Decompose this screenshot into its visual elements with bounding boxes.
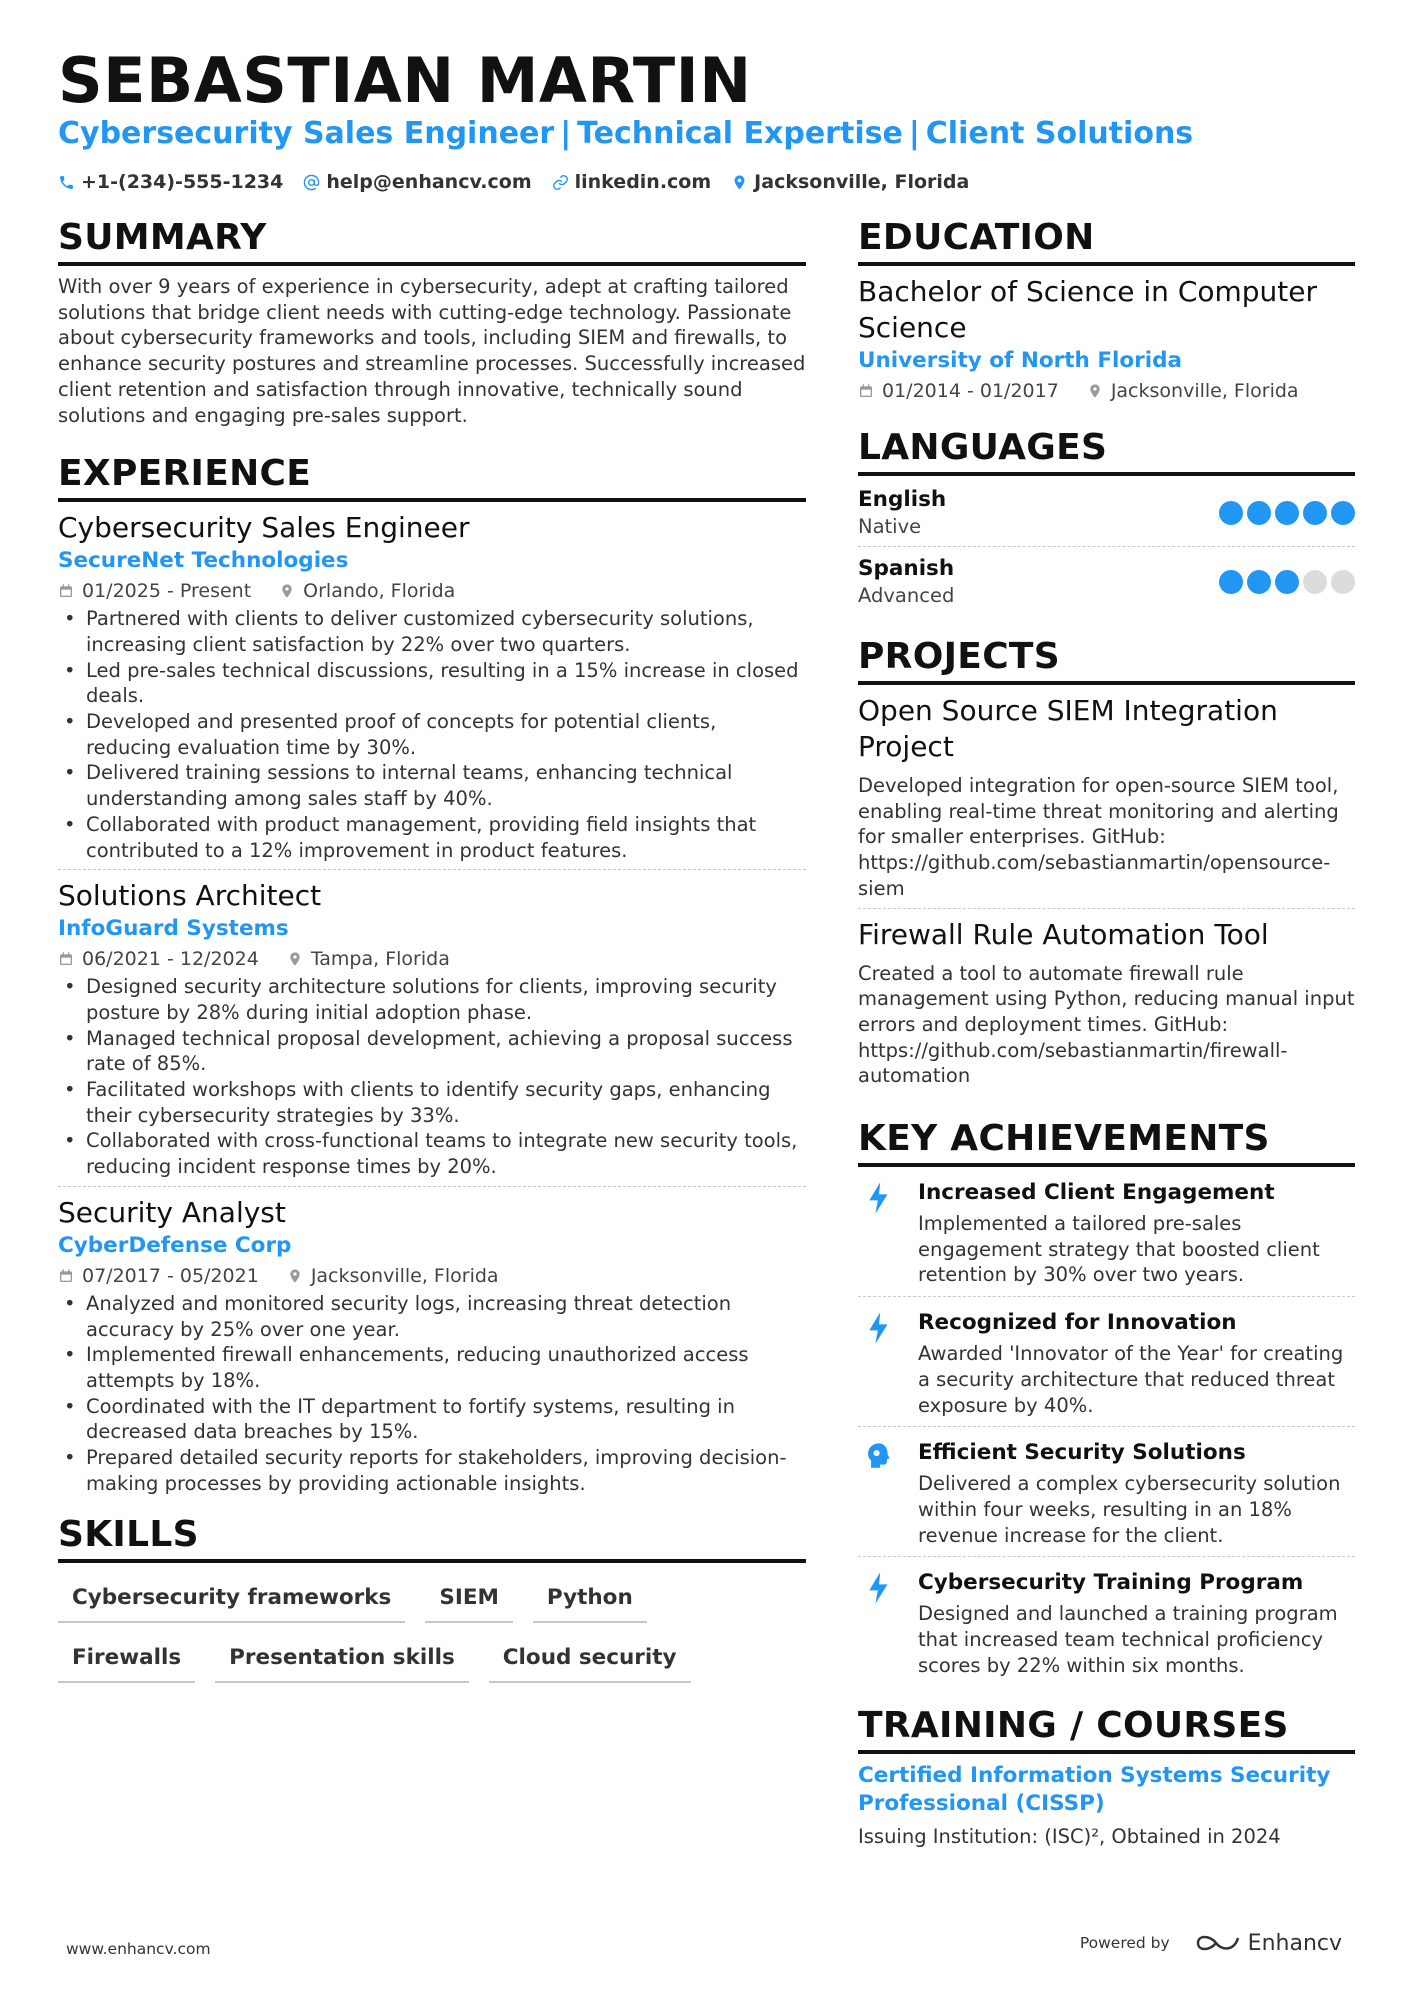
summary-text: With over 9 years of experience in cybersecurity, adept at crafting tailored solutions that bridge client needs with cutting-edge technology. Passionate about cybersecurity frameworks and tools, including SIEM and firewalls, to enhance security postures and streamline processes. Successfully increased client retention and satisfaction through innovative, technically sound solutions and engaging pre-sales support. [58, 275, 806, 427]
job-location-text: Tampa, Florida [310, 948, 450, 971]
skill-tag: Firewalls [58, 1637, 195, 1683]
job-title: Solutions Architect [58, 879, 322, 913]
brain-head-icon [864, 1441, 894, 1475]
project-description: Developed integration for open-source SIEM tool, enabling real-time threat monitoring and alerting for smaller enterprises. GitHub: https://github.com/sebastianmartin/opensource-siem [858, 774, 1339, 900]
project-item [858, 917, 1355, 1096]
achievement-title: Cybersecurity Training Program [918, 1570, 1304, 1596]
course-detail: Issuing Institution: (ISC)², Obtained in 2024 [858, 1825, 1281, 1849]
job-bullet: • Analyzed and monitored security logs, increasing threat detection accuracy by 25% over one year. [58, 1291, 806, 1342]
job-company: SecureNet Technologies [58, 548, 349, 574]
job-location [279, 576, 455, 606]
contact-location [731, 171, 969, 193]
job-bullet: • Led pre-sales technical discussions, resulting in a 15% increase in closed deals. [58, 658, 806, 709]
education-dates [858, 376, 1059, 406]
job-meta [58, 1261, 806, 1291]
languages-section [858, 426, 1355, 615]
language-level: Native [858, 515, 922, 538]
language-item [858, 484, 1355, 547]
link-icon [552, 174, 569, 191]
skill-tag: Presentation skills [215, 1637, 469, 1683]
rating-dot-empty [1331, 570, 1355, 594]
rating-dot-empty [1303, 570, 1327, 594]
location-pin-icon [1087, 383, 1103, 399]
achievement-icon-wrap [858, 1437, 918, 1548]
job-dates [58, 1261, 259, 1291]
education-degree: Bachelor of Science in Computer Science [858, 275, 1318, 344]
lightning-icon [864, 1181, 894, 1215]
rating-dot-filled [1219, 570, 1243, 594]
language-rating [1215, 570, 1355, 594]
lightning-icon [864, 1311, 894, 1345]
location-pin-icon [287, 1268, 303, 1284]
location-pin-icon [731, 174, 748, 191]
email-text: help@enhancv.com [326, 171, 532, 193]
achievement-description: Delivered a complex cybersecurity solution within four weeks, resulting in an 18% revenue increase for the client. [918, 1472, 1341, 1547]
rating-dot-filled [1331, 501, 1355, 525]
calendar-icon [58, 1268, 74, 1284]
job-bullet: • Prepared detailed security reports for stakeholders, improving decision-making processes by providing actionable insights. [58, 1445, 806, 1496]
enhancv-logo-icon [1196, 1930, 1242, 1956]
right-column [858, 216, 1355, 1850]
tagline-separator: | [908, 116, 920, 151]
skill-tag: Cloud security [489, 1637, 691, 1683]
experience-heading: EXPERIENCE [58, 452, 806, 502]
calendar-icon [58, 951, 74, 967]
achievements-heading: KEY ACHIEVEMENTS [858, 1117, 1355, 1167]
achievement-item [858, 1435, 1355, 1557]
location-pin-icon [287, 951, 303, 967]
lightning-icon [864, 1571, 894, 1605]
achievement-icon-wrap [858, 1567, 918, 1678]
rating-dot-filled [1247, 501, 1271, 525]
project-item [858, 693, 1355, 909]
skill-tag: Python [533, 1577, 647, 1623]
rating-dot-filled [1275, 570, 1299, 594]
contact-email[interactable] [303, 171, 531, 193]
skills-heading: SKILLS [58, 1513, 806, 1563]
job-company: InfoGuard Systems [58, 916, 289, 942]
job-location [287, 1261, 499, 1291]
job-location [287, 944, 450, 974]
job-company: CyberDefense Corp [58, 1232, 292, 1258]
course-title: Certified Information Systems Security Professional (CISSP) [858, 1763, 1331, 1817]
achievement-description: Awarded 'Innovator of the Year' for creating a security architecture that reduced threat exposure by 40%. [918, 1342, 1344, 1417]
job-bullet: • Managed technical proposal development, achieving a proposal success rate of 85%. [58, 1026, 806, 1077]
project-title: Open Source SIEM Integration Project [858, 694, 1278, 763]
job-bullets [58, 974, 806, 1180]
skills-section [58, 1513, 806, 1697]
job-dates [58, 576, 251, 606]
projects-heading: PROJECTS [858, 635, 1355, 685]
education-school: University of North Florida [858, 348, 1183, 373]
education-location [1087, 376, 1299, 406]
phone-text: +1-(234)-555-1234 [81, 171, 284, 193]
education-heading: EDUCATION [858, 216, 1355, 266]
language-name: Spanish [858, 556, 955, 581]
job-bullet: • Partnered with clients to deliver customized cybersecurity solutions, increasing client satisfaction by 22% over two quarters. [58, 606, 806, 657]
achievement-icon-wrap [858, 1307, 918, 1418]
job-bullet: • Developed and presented proof of concepts for potential clients, reducing evaluation time by 30%. [58, 709, 806, 760]
job-dates-text: 01/2025 - Present [82, 580, 252, 603]
language-name: English [858, 487, 947, 512]
education-meta [858, 376, 1355, 406]
training-section [858, 1704, 1355, 1850]
skill-tag: SIEM [425, 1577, 513, 1623]
powered-by-label: Powered by [1079, 1934, 1170, 1952]
left-column [58, 216, 806, 1697]
training-heading: TRAINING / COURSES [858, 1704, 1355, 1754]
job-entry [58, 510, 806, 870]
skill-tag: Cybersecurity frameworks [58, 1577, 405, 1623]
footer-website[interactable]: www.enhancv.com [66, 1940, 211, 1958]
achievements-section [858, 1117, 1355, 1686]
calendar-icon [58, 583, 74, 599]
rating-dot-filled [1219, 501, 1243, 525]
tagline-separator: | [560, 116, 572, 151]
job-title: Cybersecurity Sales Engineer [58, 511, 470, 545]
job-meta [58, 576, 806, 606]
achievement-icon-wrap [858, 1177, 918, 1288]
job-bullet: • Coordinated with the IT department to fortify systems, resulting in decreased data breaches by 15%. [58, 1394, 806, 1445]
education-section [858, 216, 1355, 406]
job-bullet: • Designed security architecture solutions for clients, improving security posture by 28% during initial adoption phase. [58, 974, 806, 1025]
projects-section [858, 635, 1355, 1095]
achievement-title: Recognized for Innovation [918, 1310, 1237, 1336]
language-level: Advanced [858, 584, 955, 607]
summary-heading: SUMMARY [58, 216, 806, 266]
rating-dot-filled [1275, 501, 1299, 525]
tagline [58, 114, 1193, 154]
linkedin-text: linkedin.com [574, 171, 712, 193]
achievement-description: Designed and launched a training program that increased team technical proficiency scores by 22% within six months. [918, 1602, 1338, 1677]
language-item [858, 553, 1355, 615]
location-text: Jacksonville, Florida [754, 171, 970, 193]
achievement-item [858, 1175, 1355, 1297]
job-location-text: Orlando, Florida [303, 580, 456, 603]
project-title: Firewall Rule Automation Tool [858, 917, 1269, 951]
language-rating [1215, 501, 1355, 525]
skills-list [58, 1571, 806, 1697]
rating-dot-filled [1247, 570, 1271, 594]
job-bullet: • Implemented firewall enhancements, reducing unauthorized access attempts by 18%. [58, 1342, 806, 1393]
job-bullet: • Facilitated workshops with clients to identify security gaps, enhancing their cybersecurity strategies by 33%. [58, 1077, 806, 1128]
job-dates-text: 06/2021 - 12/2024 [82, 948, 259, 971]
tagline-role: Cybersecurity Sales Engineer [58, 116, 555, 151]
footer-branding [1080, 1930, 1342, 1956]
achievement-title: Efficient Security Solutions [918, 1440, 1246, 1466]
education-dates-text: 01/2014 - 01/2017 [882, 380, 1059, 402]
job-title: Security Analyst [58, 1195, 286, 1229]
achievement-description: Implemented a tailored pre-sales engagement strategy that boosted client retention by 30% over two years. [918, 1212, 1320, 1287]
job-meta [58, 944, 806, 974]
rating-dot-filled [1303, 501, 1327, 525]
tagline-expertise: Technical Expertise [577, 116, 903, 151]
brand-name: Enhancv [1247, 1930, 1342, 1956]
project-description: Created a tool to automate firewall rule management using Python, reducing manual input errors and deployment times. GitHub: https://github.com/sebastianmartin/firewall-automation [858, 961, 1355, 1088]
contact-phone[interactable] [58, 171, 283, 193]
contact-bar [58, 168, 989, 196]
achievement-item [858, 1565, 1355, 1686]
languages-heading: LANGUAGES [858, 426, 1355, 476]
at-sign-icon [303, 174, 320, 191]
achievement-item [858, 1305, 1355, 1427]
job-entry [58, 878, 806, 1187]
calendar-icon [858, 383, 874, 399]
experience-section [58, 452, 806, 1502]
job-bullets [58, 1291, 806, 1497]
job-bullet: • Delivered training sessions to internal teams, enhancing technical understanding among sales staff by 40%. [58, 760, 806, 811]
job-bullets [58, 606, 806, 863]
job-bullet: • Collaborated with cross-functional teams to integrate new security tools, reducing incident response times by 20%. [58, 1128, 806, 1179]
summary-section [58, 216, 806, 428]
candidate-name: SEBASTIAN MARTIN [58, 44, 752, 117]
job-location-text: Jacksonville, Florida [310, 1264, 499, 1287]
job-entry [58, 1195, 806, 1503]
education-location-text: Jacksonville, Florida [1110, 380, 1299, 402]
job-bullet: • Collaborated with product management, providing field insights that contributed to a 12% improvement in product features. [58, 812, 806, 863]
contact-linkedin[interactable] [552, 171, 712, 193]
achievement-title: Increased Client Engagement [918, 1180, 1275, 1206]
location-pin-icon [279, 583, 295, 599]
brand-logo[interactable] [1196, 1930, 1342, 1956]
job-dates-text: 07/2017 - 05/2021 [82, 1264, 259, 1287]
job-dates [58, 944, 259, 974]
tagline-solutions: Client Solutions [925, 116, 1194, 151]
phone-icon [58, 174, 75, 191]
